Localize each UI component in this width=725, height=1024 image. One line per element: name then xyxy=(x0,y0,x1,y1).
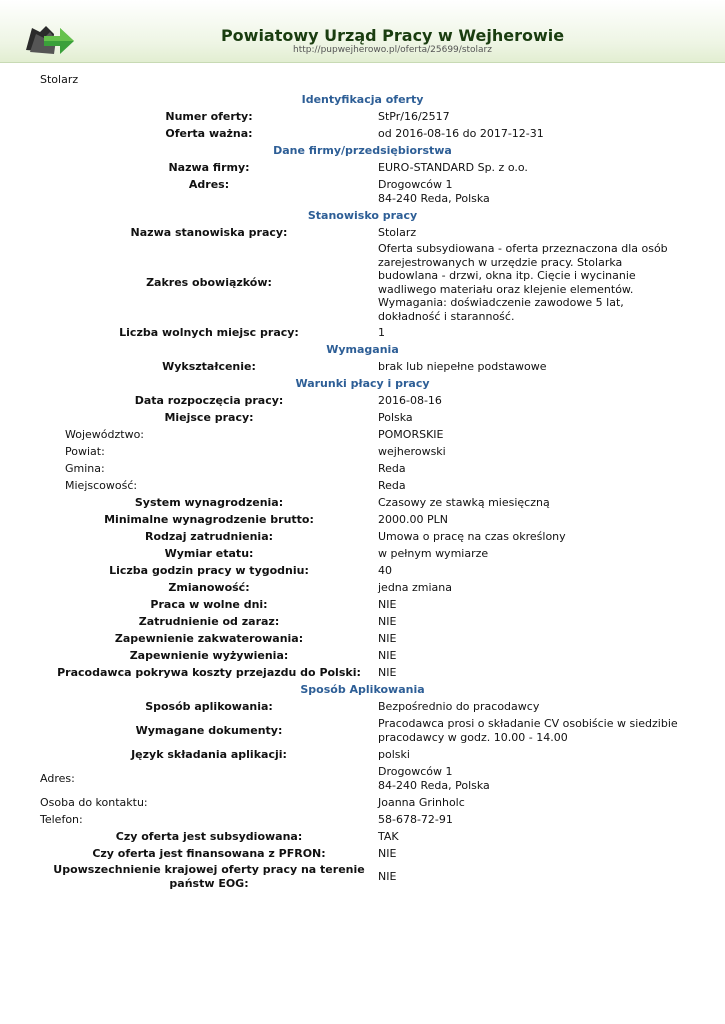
company-address-value xyxy=(378,176,685,207)
field-label: Pracodawca pokrywa koszty przejazdu do Polski: xyxy=(57,665,361,679)
page-header xyxy=(0,0,725,63)
position-name-value: Stolarz xyxy=(378,225,417,239)
field-label: Liczba wolnych miejsc pracy: xyxy=(119,325,299,339)
section-identification: Identyfikacja oferty xyxy=(301,92,424,106)
eog-value: NIE xyxy=(378,869,397,883)
field-label: Zatrudnienie od zaraz: xyxy=(138,614,280,628)
field-label: Data rozpoczęcia pracy: xyxy=(134,393,284,407)
field-label: Rodzaj zatrudnienia: xyxy=(144,529,274,543)
travel-costs-value: NIE xyxy=(378,665,397,679)
min-salary-value: 2000.00 PLN xyxy=(378,512,448,526)
field-label: Zakres obowiązków: xyxy=(146,275,272,289)
field-label: Miejsce pracy: xyxy=(164,410,254,424)
field-label: Adres: xyxy=(40,771,75,785)
phone-value: 58-678-72-91 xyxy=(378,812,453,826)
field-label: Czy oferta jest subsydiowana: xyxy=(115,829,303,843)
field-label: Nazwa stanowiska pracy: xyxy=(130,225,288,239)
field-label: Nazwa firmy: xyxy=(168,160,250,174)
field-label: Zapewnienie wyżywienia: xyxy=(129,648,289,662)
education-value: brak lub niepełne podstawowe xyxy=(378,359,547,373)
field-label: Numer oferty: xyxy=(165,109,253,123)
start-date-value: 2016-08-16 xyxy=(378,393,442,407)
vacancies-value: 1 xyxy=(378,325,385,339)
field-label: Telefon: xyxy=(40,812,83,826)
language-value: polski xyxy=(378,747,410,761)
immediate-value: NIE xyxy=(378,614,397,628)
field-label: Zapewnienie zakwaterowania: xyxy=(114,631,304,645)
offer-number-value: StPr/16/2517 xyxy=(378,109,450,123)
field-label: Język składania aplikacji: xyxy=(131,747,287,761)
section-conditions: Warunki płacy i pracy xyxy=(295,376,430,390)
document-title: Stolarz xyxy=(40,73,79,86)
apply-method-value: Bezpośrednio do pracodawcy xyxy=(378,699,540,713)
field-label: Powiat: xyxy=(65,444,105,458)
shifts-value: jedna zmiana xyxy=(378,580,453,594)
field-label: Minimalne wynagrodzenie brutto: xyxy=(104,512,314,526)
working-time-value: w pełnym wymiarze xyxy=(378,546,489,560)
accommodation-value: NIE xyxy=(378,631,397,645)
address-line: 84-240 Reda, Polska xyxy=(378,778,490,792)
section-company: Dane firmy/przedsiębiorstwa xyxy=(273,143,452,157)
field-label: Sposób aplikowania: xyxy=(145,699,273,713)
field-label: Wykształcenie: xyxy=(162,359,256,373)
section-application: Sposób Aplikowania xyxy=(300,682,425,696)
address-line: 84-240 Reda, Polska xyxy=(378,191,490,205)
weekly-hours-value: 40 xyxy=(378,563,392,577)
field-label: Liczba godzin pracy w tygodniu: xyxy=(109,563,309,577)
commune-value: Reda xyxy=(378,461,406,475)
workplace-value: Polska xyxy=(378,410,413,424)
weekend-work-value: NIE xyxy=(378,597,397,611)
field-label: Adres: xyxy=(188,178,230,191)
office-title: Powiatowy Urząd Pracy w Wejherowie xyxy=(220,26,565,45)
documents-value: Pracodawca prosi o składanie CV osobiście w siedzibie pracodawcy w godz. 10.00 - 14.00 xyxy=(378,717,678,744)
contact-value: Joanna Grinholc xyxy=(378,795,465,809)
section-requirements: Wymagania xyxy=(326,342,399,356)
pay-system-value: Czasowy ze stawką miesięczną xyxy=(378,495,550,509)
voivodeship-value: POMORSKIE xyxy=(378,427,444,441)
duties-value: Oferta subsydiowana - oferta przeznaczona dla osób zarejestrowanych w urzędzie pracy. Stolarka budowlana - drzwi, okna itp. Cięcie i wycinanie wadliwego materiału oraz klejenie elementów. Wymagania: doświadczenie zawodowe 5 lat, dokładność i staranność. xyxy=(378,242,668,323)
offer-valid-value: od 2016-08-16 do 2017-12-31 xyxy=(378,126,544,140)
field-label: Praca w wolne dni: xyxy=(150,597,268,611)
address-line: Drogowców 1 xyxy=(378,178,453,191)
address-line: Drogowców 1 xyxy=(378,765,453,778)
field-label: Gmina: xyxy=(65,461,105,475)
field-label: Oferta ważna: xyxy=(165,126,253,140)
field-label: Wymiar etatu: xyxy=(164,546,254,560)
field-label: Osoba do kontaktu: xyxy=(40,795,148,809)
offer-table xyxy=(40,91,685,891)
field-label: System wynagrodzenia: xyxy=(134,495,284,509)
field-label: Zmianowość: xyxy=(168,580,250,594)
meals-value: NIE xyxy=(378,648,397,662)
field-label: Upowszechnienie krajowej oferty pracy na terenie państw EOG: xyxy=(53,863,365,890)
offer-url[interactable]: http://pupwejherowo.pl/oferta/25699/stolarz xyxy=(293,45,492,55)
locality-value: Reda xyxy=(378,478,406,492)
employment-type-value: Umowa o pracę na czas określony xyxy=(378,529,566,543)
apply-address-value xyxy=(378,763,685,794)
field-label: Województwo: xyxy=(65,427,145,441)
subsidized-value: TAK xyxy=(378,829,399,843)
district-value: wejherowski xyxy=(378,444,446,458)
field-label: Czy oferta jest finansowana z PFRON: xyxy=(92,846,326,860)
field-label: Miejscowość: xyxy=(65,478,138,492)
company-name-value: EURO-STANDARD Sp. z o.o. xyxy=(378,160,528,174)
field-label: Wymagane dokumenty: xyxy=(135,723,283,737)
pfron-value: NIE xyxy=(378,846,397,860)
section-position: Stanowisko pracy xyxy=(307,208,418,222)
